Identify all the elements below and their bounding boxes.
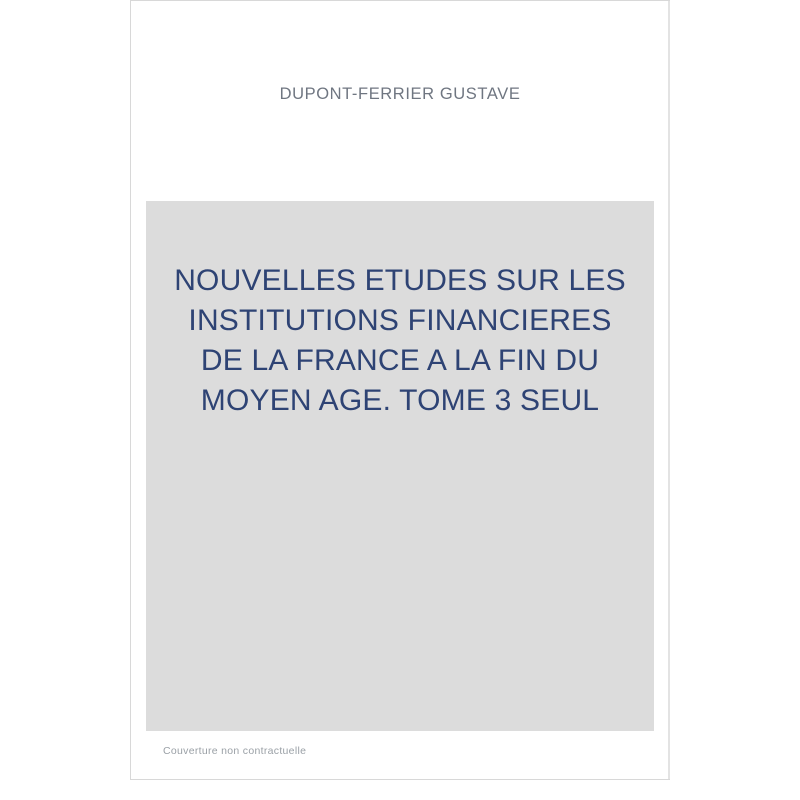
cover-sheet (130, 0, 670, 780)
author-name: DUPONT-FERRIER GUSTAVE (279, 85, 521, 103)
title-panel (146, 201, 654, 731)
cover-disclaimer: Couverture non contractuelle (163, 745, 307, 757)
book-title: NOUVELLES ETUDES SUR LES INSTITUTIONS FINANCIERES DE LA FRANCE A LA FIN DU MOYEN AGE. TOME 3 SEUL (174, 264, 626, 417)
